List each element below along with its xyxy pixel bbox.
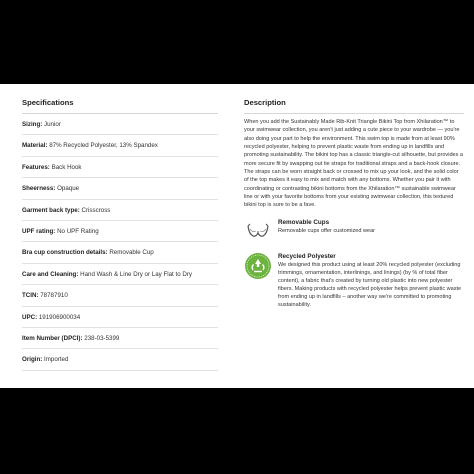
feature-title: Removable Cups [278, 218, 330, 226]
spec-row [22, 264, 218, 285]
spec-row [22, 307, 218, 328]
recycle-badge-icon [244, 252, 272, 280]
description-text: When you add the Sustainably Made Rib-Knit Triangle Bikini Top from Xhilaration™ to your swimwear collection, you aren't just adding a cute piece to your wardrobe — you're also doing your part to help the environment. This swim top is made from at least 90% recycled polyester, helping to prevent plastic waste from ending up in landfills and promoting sustainability. The bikini top has a classic triangle-cut silhouette, but provides a more secure fit by swapping out tie straps for traditional straps and a back-hook closure. The straps can be worn straight back or crossed to mix up your look, and the solid color of the top makes it easy to mix and match with any bottoms. Whether you pair it with coordinating or contrasting bikini bottoms from the Xhilaration™ sustainable swimwear line or with your favorite bottoms from your existing swimwear collection, this textured bikini top is sure to be a fave. [244, 119, 464, 209]
spec-row [22, 157, 218, 178]
spec-label: Garment back type: [22, 206, 80, 214]
feature-removable-cups [244, 218, 464, 244]
spec-value: Imported [44, 356, 69, 364]
spec-value: No UPF Rating [57, 227, 99, 235]
bra-cups-icon [244, 218, 272, 246]
spec-label: Item Number (DPCI): [22, 334, 83, 342]
spec-label: Material: [22, 142, 48, 150]
spec-value: Opaque [57, 185, 80, 193]
spec-label: Features: [22, 163, 50, 171]
spec-row [22, 114, 218, 135]
description-heading: Description [244, 98, 464, 114]
feature-title: Recycled Polyester [278, 252, 336, 260]
spec-label: Care and Cleaning: [22, 270, 79, 278]
spec-value: 191906900034 [38, 313, 81, 321]
spec-value: 78787910 [40, 292, 68, 300]
spec-row [22, 178, 218, 199]
spec-value: 87% Recycled Polyester, 13% Spandex [49, 142, 158, 150]
spec-row [22, 285, 218, 306]
feature-text: Removable cups offer customized wear [278, 227, 376, 234]
specifications-section [22, 98, 218, 371]
description-section [244, 98, 464, 309]
spec-value: Crisscross [81, 206, 111, 214]
feature-text: We designed this product using at least 20% recycled polyester (excluding trimmings, ornamentation, interlinings, and linings) (by % of total fiber content), a fabric that's created by turning old plastic into new polyester fibers. Making products with recycled polyester helps prevent plastic waste from ending up in landfills – another way we're committed to promoting sustainability. [278, 261, 462, 309]
spec-label: Origin: [22, 356, 43, 364]
spec-value: 238-03-5399 [84, 334, 120, 342]
spec-label: Bra cup construction details: [22, 249, 108, 257]
feature-recycled-polyester [244, 252, 464, 310]
spec-row [22, 200, 218, 221]
spec-row [22, 221, 218, 242]
spec-value: Hand Wash & Line Dry or Lay Flat to Dry [80, 270, 192, 278]
spec-label: TCIN: [22, 292, 39, 300]
spec-row [22, 349, 218, 370]
spec-label: UPF rating: [22, 227, 56, 235]
spec-row [22, 242, 218, 263]
spec-value: Back Hook [51, 163, 82, 171]
spec-row [22, 328, 218, 349]
spec-label: Sheerness: [22, 185, 56, 193]
spec-value: Removable Cup [109, 249, 154, 257]
spec-label: UPC: [22, 313, 38, 321]
spec-value: Junior [44, 121, 61, 128]
specifications-list [22, 114, 218, 371]
spec-row [22, 135, 218, 156]
product-details-panel [0, 84, 474, 388]
specifications-heading: Specifications [22, 98, 218, 114]
spec-label: Sizing: [22, 121, 43, 128]
